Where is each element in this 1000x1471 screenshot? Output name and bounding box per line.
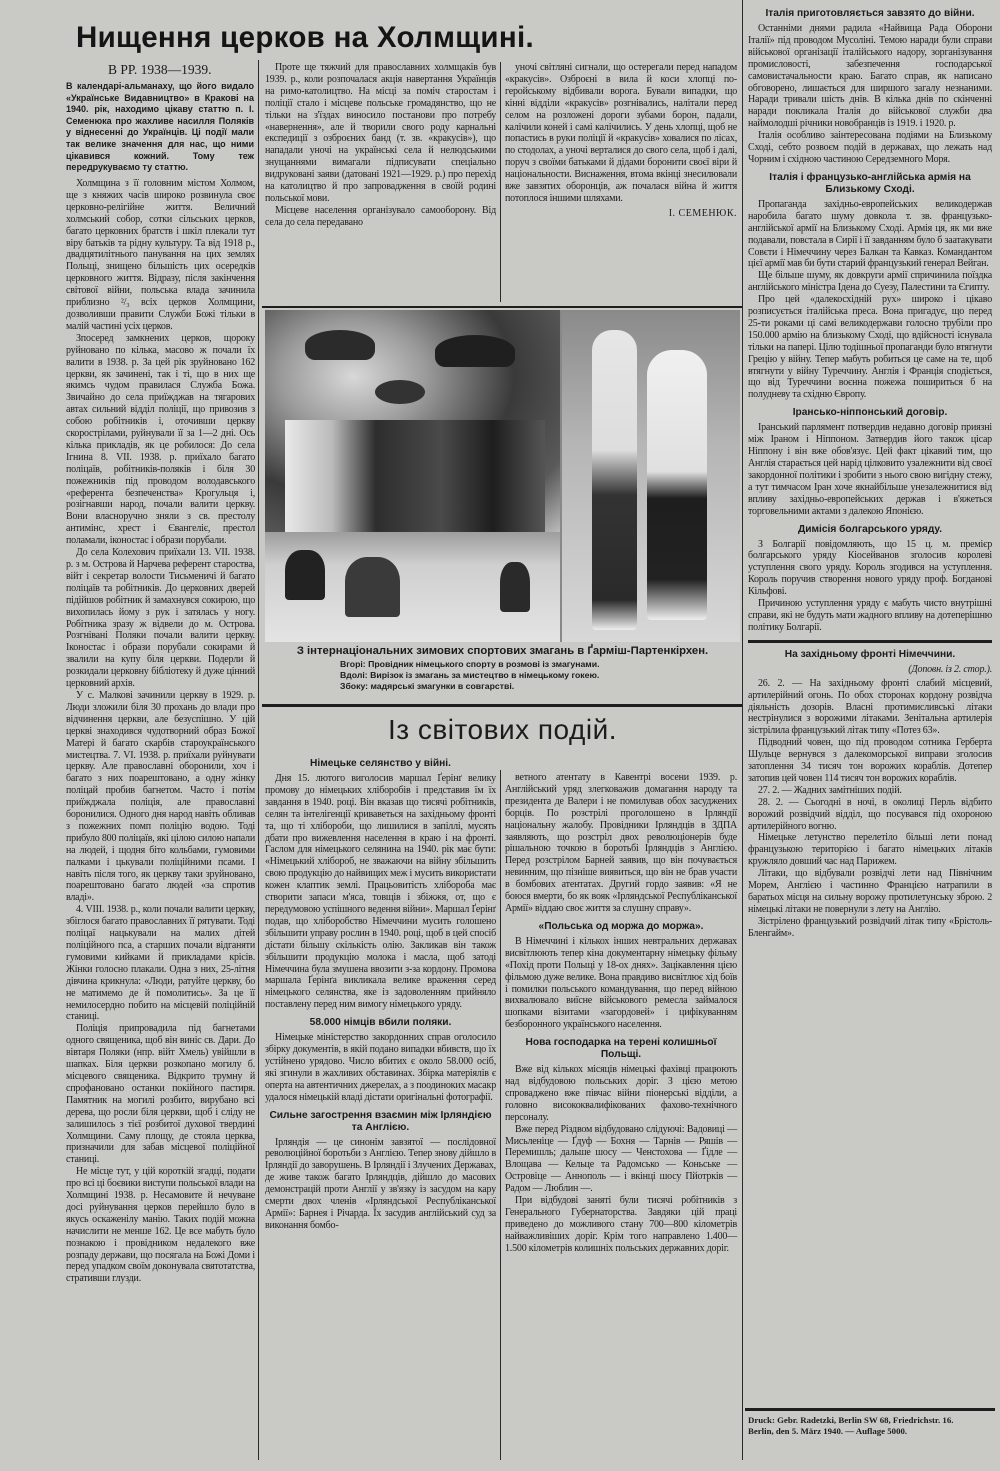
sports-photo-collage [265,310,740,642]
paragraph: Причиною уступлення уряду є мабуть чисто внутрішні справи, які не будуть мати жадного впливу на дотеперішню політику Болгарії. [748,598,992,633]
column-rule-a [258,60,259,1460]
photo-hungarian-skaters [562,310,740,642]
paragraph: Холмщина з її головним містом Холмом, ще з княжих часів широко розвинула своє церковно-релігійне життя. Величний холмський собор, сотки сільських церков, багато церковних братств і шкіл плекали тут віру батьків та рідну культуру. Та від 1918 р., двадцятилітнього панування на цих землях Польщі, знищено більшість цих осередків церковного життя. Відразу, після закінчення світової війни, польська влада зачинила приблизно ²/₃ всіх церков Холмщини, дозволивши правити Служби Божі тільки в малій частині усіх церков. [66,178,255,332]
paragraph: Німецьке міністерство закордонних справ оголосило збірку документів, в якій подано випадки вбивств, що їх устійнено урядово. Число вбитих є около 58.000 осіб, які згинули в жахливих обставинах. Збірка матеріялів є оперта на автентичних джерелах, а з поодиноких масакр удалося німецькій владі дістати оригінальні фотографії. [265,1032,496,1103]
paragraph: Поліція припровадила під багнетами одного священика, щоб він виніс св. Дари. До вівтаря Поляки (нпр. війт Хмель) увійшли в шапках. Біля церкви розкопано могилу б. місцевого священика. Відкрито трумну й спрофановано останки покійного пастиря. Памятник на могилі розбито, вирубано всі дерева, що росли біля церкви, щоб і сліду не залишилось з тієї розбитої духової твердині Холмщини. Саму площу, де стояла церква, призначили для забав місцевої поліційної станиці. [66,1023,255,1166]
article-heading: Італія і французько-англійська армія на Близькому Сході. [769,171,971,195]
paragraph: Літаки, що відбували розвідчі лети над Північним Морем, Англією і частинно Францією натрапили в баратьох місця на сильну ворожу протилетунську зброю. 2 німецькі літаки не повернули з лету на Англію. [748,868,992,915]
column-world-news-1 [265,752,496,1232]
photo-top-rule [262,306,742,308]
column-chelm-article-cont-1 [265,62,496,229]
caption-line-top: Вгорі: Провідник німецького спорту в розмові із змагунами. [340,659,600,669]
column-rule-d [742,0,743,1460]
caption-line-bottom: Вдолі: Вирізок із змагань за мистецтво в німецькому гокею. [340,670,600,680]
headline: Нищення церков на Холмщині. [76,21,534,54]
imprint-line-1: Druck: Gebr. Radetzki, Berlin SW 68, Friedrichstr. 16. [748,1415,954,1425]
article-heading: 58.000 німців вбили поляки. [309,1017,452,1029]
column-world-news-2 [505,772,737,1255]
imprint-divider [745,1408,995,1411]
article-heading: «Польська од моржа до моржа». [538,920,704,932]
printer-imprint [748,1415,993,1436]
article-heading: Димісія болгарського уряду. [797,523,943,535]
paragraph: Вже перед Різдвом відбудовано слідуючі: Вадовиці — Мисьленіце — Ґдуф — Бохня — Тарнів — Ряшів — Перемишль; дальше шосу — Ченстохова — Ґідле — Влощава — Кельце та Радомсько — Коньське — Островіце — Аннополь — і вкінці шосу Пйотрків — Радом — Люблин —. [505,1123,737,1195]
caption-line-side: Збоку: мадярські змагунки в совгарстві. [340,681,515,691]
author-signature: І. СЕМЕНЮК. [668,207,737,219]
imprint-line-2: Berlin, den 5. März 1940. — Auflage 5000. [748,1425,908,1436]
paragraph: Німецьке летунство перелетіло більші лети понад французькою територією і багато німецьких літаків кружляло довший час над Парижем. [748,832,992,868]
paragraph: Місцеве населення організувало самооборону. Від села до села передавано [265,204,496,228]
paragraph: Вже від кількох місяців німецькі фахівці працюють над відбудовою польських доріг. З цією метою спроваджено вже півчас війни піонерські відділи, а головно висококвалифікованих фахово-технічного персоналу. [505,1064,737,1123]
paragraph: У с. Малкові зачинили церкву в 1929. р. Люди зложили біля 30 прохань до влади про відчинення церкви, але безуспішно. У цій церкві знаходився чудотворний образ Божої Матері й багато скарбів староукраїнського мистецтва. 7. VI. 1938. р. приїхали руйнувати церкву. Але православні оборонили, хоч і багато з них поарештовано, а одну жінку поліцай пробив багнетом. Часто і потім приїжджала поліція, але православні боронилися. Одного дня народ навіть обливав з пожежних помп поліцію водою. Тоді прибуло 800 поліцаїв, які цілою силою напали на людей, і щодня біто кольбами, гумовими палками і цькували поліційними псами. І навіть після того, як церкву таки зруйновано, поарештовано багато людей «за спротив владі». [66,689,255,904]
paragraph: Іранський парлямент потвердив недавно договір приязні між Іраном і Ніппоном. Затвердив його також цісар Ніппону і він вже обов'язує. Цей факт цікавий тим, що Англія старається цей нарід цілковито узалежнити від своєї закордонної політики і зробити з нього свою вигідну стежу, а тут тимчасом Іран хоче якнайбільше унезалежнитися від впливу західньо-европейських держав і в'яжеться торговельними актами з далекою Японією. [748,422,992,517]
paragraph: Італія особливо заінтересована подіями на Близькому Сході, себто розвоєм подій в державах, що лежать над Чорним і східною частиною Середземного Моря. [748,130,992,165]
paragraph: 28. 2. — Сьогодні в ночі, в околиці Перль відбито ворожий розвідчий відділ, що посувався під охороною артилерійного вогню. [748,796,992,832]
article-heading: Ірансько-ніппонський договір. [792,407,948,419]
paragraph: До села Колехович приїхали 13. VII. 1938. р. з м. Острова й Нарчева референт старoства, війт і секретар волости Тисьменичі й багато поліцаїв та робітників. До церковних дверей підійшов робітник й замахнувся сокирою, що вихопилась йому з рук і затялась у ногу. Робітника зразу ж відвели до м. Острова. Розгнівані Поляки почали валити церкву. Іконостас і образи порубали сокирами й звалили на купу біля церкви. Подерли й розкидали церковну бібліотеку й дуже цінний церковний архів. [66,547,255,690]
paragraph: В Німеччині і кількох інших невтральних державах висвітлюють тепер кіна документарну німецьку фільму «Похід проти Польщі у 18-ох днях». Зацікавлення цією фільмою дуже велике. Вона правдиво висвітлює хід боїв і помилки польського командування, що перед війною вихвалювало виїсне військового ремесла займалося шопками візитами «загордовей» і цифікуванням безборонного українського населення. [505,935,737,1031]
column-right-news [748,2,992,940]
paragraph: Ще більше шуму, як довкруги армії спричинила поїздка англійського міністра Ідена до Суезу, Палестини та Єгипту. [748,270,992,294]
paragraph: Дня 15. лютого виголосив маршал Ґерінґ велику промову до німецьких хліборобів і представив їм їх завдання в 1940. році. Він вказав що тисячі робітників, селян та інтелігенції криваветься на західньому фронті та, що ті хлібороби, що лишилися в запіллі, мусять дбати про вижевлення населення в краю і на фронті. Гаслом для німецького селянина на 1940. рік має бути: «Німецький хлібороб, не зважаючи на війну збільшить свою продукцію до найвищих меж і мусить використати кожен клаптик землі. Працьовитість хлібороба має створити запаси м'яса, товщів і збіжжя, от, що є передумовою успішного ведення війни». Маршал Ґерінґ подав, що хліборобство Німеччини мусить голошено збільшити управу рослин в 1940. році, щоб в цей спосіб дістати більшу скількість олію. Закликав він також збільшити продукцію молока і масла, щоб затоді Німеччина була змушена ввозити з-за кордону. Промова маршала Ґерінґа викликала велике враження серед німецького селянства, яке із задоволенням прийняло поставлену перед ним вимогу німецького уряду. [265,773,496,1011]
article-divider [748,640,992,643]
paragraph: Не місце тут, у цій короткій згадці, подати про всі ці боєвики виступи польської влади на Холмщині 1938. р. Несамовите й нечуване досі руйнування церков перейшло було в якусь оскаженілу манію. Таких подій можна начислити не менше 162. Це все мабуть було познакою і провідником недалекого вже розпаду держави, що посягала на Божі Доми і перед упадком своїм доконувала святотатства, стративши глузди. [66,1166,255,1285]
dateline: В PP. 1938—1939. [108,62,212,77]
paragraph: Проте ще тяжчий для православних холмщаків був 1939. р., коли розпочалася акція навертання Українців на римо-католицтво. На місці за поміч старостам і поліції стало і місцеве польське громадянство, що не тільки на з'їздах виносило постанови про потребу «навернення», але й творили свого роду карнальні експедиції з озброєних банд (т. зв. «кракусів»), що нападали уночі на українські села й нелюдськими знущаннями вимагали підписувати спеціально видруковані заяви (датовані 1921—1929. р.) про перехід на католицтво й про запровадження в своїй родині польської мови. [265,62,496,204]
section-divider [262,704,742,707]
photo-ice-hockey [265,532,560,642]
paragraph: Про цей «далекосхідній рух» широко і цікаво розписується італійська преса. Вона пригадує, що перед 25-ти роками ці самі великодержави голосно трубіли про 150.000 армію на близькому Сході, що вдійсності існувала тільки на папері. Цілю тодішньої пропаганди було втягнути Грецію у війну. Тепер мабуть робиться це саме на те, щоб втягнути у війну Туреччину. Англія і Франція сподіється, що від Туреччини воєнна пожежа пошириться б на полудневу та східню Європу. [748,294,992,401]
photo-caption [265,645,740,692]
paragraph: При відбудові заняті були тисячі робітників з Генерального Губернаторства. Завдяки цій праці приведено до можливого стану 700—800 кілометрів найважливіших доріг. Крім того направлено 1.400—1.500 кілометрів колишніх польських державних доріг. [505,1195,737,1254]
caption-title: З інтернаціональних зимових спортових змагань в Ґарміш-Партенкірхен. [296,645,709,657]
paragraph: Пропаганда західньо-европейських великодержав наробила багато шуму довкола т. зв. французько-англійської армії на Близькому Сході. Армія ця, як ми вже подавали, повстала в Сирії і її завданням було б заатакувати Совєти і Німеччину через Балкан та Кавказ. Командантом цієї армії мав би бути старий французький генерал Вейган. [748,198,992,270]
column-rule-bc-bottom [500,770,501,1460]
article-heading: Італія приготовляється завзято до війни. [765,8,975,19]
article-heading: На західньому фронті Німеччини. [784,648,956,660]
section-title-world-events: Із світових подій. [388,714,617,745]
editorial-intro: В калeндарі-альманаху, що його видало «Українське Видавництво» в Кракові на 1940. рік, находимо цікаву статтю п. І. Семенюка про жахливе насилля Поляків у віднесенні до Українців. Ці події мали так велике значення для нас, що ними цікавився кожний. Тому теж передрукуваємо ту статтю. [66,81,254,173]
paragraph: Підводний човен, що під проводом сотника Герберта Шульце вернувся з далекоморської виправи зголосив затоплення 34 тисяч тон ворожих кораблів. Дотепер затопив цей човен 114 тисяч тон ворожих кораблів. [748,737,992,784]
paragraph: Ірляндія — це синонім завзятої — послідовної революційної боротьби з Англією. Тепер знову дійшло в Ірляндії до заворушень. В Ірляндії і Злучених Державах, де живе також багато Ірляндців, дійшло до масових демонстрацій проти Англії у зв'язку із засудом на кару смерти двох членів «Ірляндської Республіканської Армії»: Барнея і Річарда. Їх засудив англійський суд за виконання бомбо- [265,1136,496,1231]
photo-officials-conversation [265,310,560,532]
continuation-note: (Доповн. із 2. стор.). [908,663,992,675]
article-heading: Німецьке селянство у війні. [310,758,451,769]
paragraph: ветного атентату в Кавентрі восени 1939. р. Англійський уряд злегковажив домагання народу та президента де Валери і не помилував обох засуджених борців. По розстрілі проголошено в Ірляндії національну жалобу. Провідники Ірляндців в ЗДПА заявляють, що розстріл двох революціонерів буде рішальною точкою в боротьбі Ірляндців з Англією. Перед розстрілом Барней заявив, що він почувається невинним, що пізніше виявиться, що він не брав участи в бомбових атентатах. Другий гордо заявив: «Я не боюся вмерти, бо як вояк «Ірляндської Республіканської Армії» віддаю своє життя за слушну справу». [505,772,737,914]
paragraph: Зпосеред замкнених церков, щороку руйновано по кілька, масово ж почали їх валити в 1938. р. За цей рік зруйновано 162 церкви, як зачинені, так і ті, що в них ще якимсь чудом правилася Служба Божа. Звичайно до села приїжджав на тягарових автах сильний відділ поліції, що привозив з собою робітників і, оточивши церкву скорострілами, руйнували її за 1—2 дні. Ось кілька прикладів, як це робилося: До села Ігнина 8. VII. 1938. р. приїхало багато поліцаїв, робітників-поляків і біля 30 пожежників під проводом володавського «референта безпеченства» Крогульця і, розігнавши народ, почали валити церкву. Вони власноручно зняли з св. престолу антимінс, хрест і Євангеліє, престол поламали, іконостас і образи порубали. [66,332,255,547]
article-heading: Нова господарка на терені колишньої Польщі. [525,1037,717,1061]
article-heading: Сильне загострення взаємин між Ірляндією та Англією. [269,1109,492,1133]
column-rule-bc-top [500,62,501,302]
paragraph: 4. VIII. 1938. р., коли почали валити церкву, збіглося багато православних її рятувати. Тоді поліцаї нацькували на малих дітей поліційного пса, а старших почали відганяти гумовими кийками й прикладами крісів. Жінки голосно плакали. Одна з них, 25-літня дівчина крикнула: «Люди, ратуйте церкву, бо не матимемо де й помолитись». За це її немилосердно побито на місцевій поліційній станиці. [66,904,255,1023]
paragraph: Останніми днями радила «Найвища Рада Оборони Італії» під проводом Мусоліні. Темою наради були справи військової організації італійського надору, зорганізування промисловості, забезпечення господарської самовистачальности краю. Багато справ, як написано обговорено, лишається для ширшого загалу незнаними. Наради тривали шість днів. В кілька днів по скінченні наради покликала Італія до військової служби два наймолодші річники новобранців із 1919. і 1920. р. [748,23,992,130]
paragraph: 26. 2. — На західньому фронті слабий місцевий, артилерійний огонь. По обох сторонах кордону розвідча діяльність дозорів. Власні протимисливські літаки нестрінулися з ворожими літаками. Зенітальна артилерія зістрілила французький літак типу «Потез 63». [748,677,992,737]
paragraph: 27. 2. — Жадних замітніших подій. [758,784,902,796]
column-chelm-article [66,178,255,1285]
column-chelm-article-cont-2 [505,62,737,220]
paragraph: Зістрілено французький розвідчий літак типу «Брістоль-Бленгайм». [748,915,992,939]
paragraph: З Болгарії повідомляють, що 15 ц. м. премієр болгарського уряду Кіосейванов зголосив королеві уступлення свого уряду. Король згодився на уступлення. Король поручив створення нового уряду проф. Богданові Кільфові. [748,538,992,598]
paragraph: уночі світляні сигнали, що остерегали перед нападом «кракусів». Озброєні в вила й коси хлопці по-геройському відбивали ворога. Бували випадки, що кінні відділи «кракусів» розгнівались, налітали перед селом на розложені дороги зубами борон, падали, калічили коней і самі калічились. У день хлопці, щоб не попастись в руки поліції й «кракусів» ховалися по лісах, по стодолах, а уночі верталися до свого села, щоб і далі, поруч з своїми батьками й дідами боронити своєї віри й національности. Виснаження, втома вкінці знесилювали вже завзятих оборонців, аж почалася війна й життя потоплося іншими шляхами. [505,62,737,204]
